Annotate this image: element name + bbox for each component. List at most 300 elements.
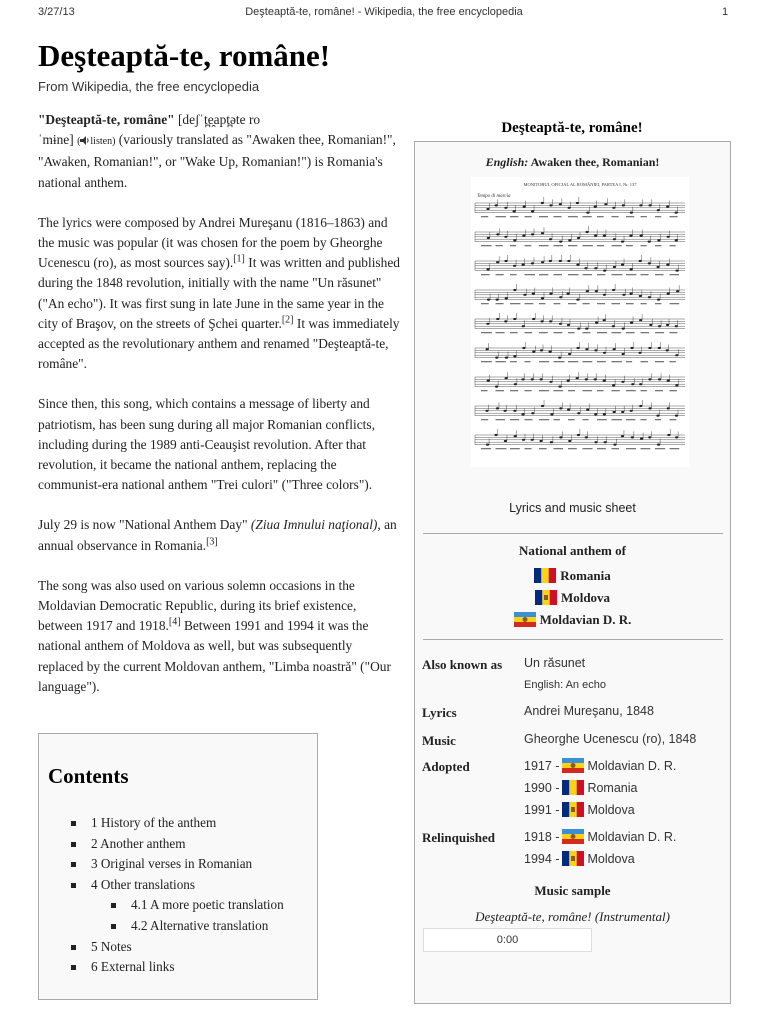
note bbox=[648, 436, 651, 438]
print-date: 3/27/13 bbox=[38, 6, 75, 18]
music-sample-heading: Music sample bbox=[534, 883, 611, 898]
lyric-mark bbox=[496, 303, 504, 304]
note bbox=[675, 354, 678, 356]
lyric-mark bbox=[655, 216, 661, 217]
music-label: Music bbox=[422, 733, 456, 748]
note bbox=[613, 348, 616, 350]
note bbox=[486, 268, 489, 270]
relinquished-country[interactable]: Moldavian D. R. bbox=[587, 830, 677, 844]
note bbox=[603, 270, 606, 272]
note bbox=[487, 237, 490, 239]
anthem-day-paragraph bbox=[38, 515, 400, 555]
note bbox=[495, 299, 498, 301]
anthem-name: "Deşteaptă-te, române" bbox=[38, 112, 175, 127]
moldavian-dr-flag-icon bbox=[562, 758, 584, 773]
note bbox=[585, 378, 588, 380]
lyric-mark bbox=[583, 303, 590, 304]
note bbox=[667, 407, 670, 409]
lyric-mark bbox=[597, 303, 605, 304]
adopted-year: 1990 - bbox=[524, 781, 560, 795]
moldova-flag-icon bbox=[562, 802, 584, 817]
moldova-flag-icon bbox=[562, 851, 584, 866]
lyric-mark bbox=[481, 390, 488, 391]
relinquished-row bbox=[524, 851, 635, 866]
lyric-mark bbox=[568, 361, 578, 362]
lyric-mark bbox=[641, 216, 647, 217]
lyric-mark bbox=[655, 448, 665, 449]
toc-item-another-anthem[interactable]: 2 Another anthem bbox=[71, 834, 284, 855]
lyric-mark bbox=[481, 419, 488, 420]
toc-item-other-translations[interactable]: 4 Other translations bbox=[71, 875, 284, 896]
note bbox=[621, 411, 624, 413]
lyric-mark bbox=[481, 303, 489, 304]
note bbox=[540, 378, 543, 380]
note bbox=[630, 347, 633, 349]
note bbox=[603, 352, 606, 354]
adopted-row bbox=[524, 802, 635, 817]
lyric-mark bbox=[626, 390, 636, 391]
toc-heading: Contents bbox=[48, 764, 129, 788]
ref-3[interactable]: [3] bbox=[206, 536, 218, 548]
lyric-mark bbox=[525, 361, 531, 362]
note bbox=[595, 322, 598, 324]
also-known-english: English: An echo bbox=[524, 679, 606, 691]
article-body bbox=[38, 110, 400, 717]
note bbox=[603, 380, 606, 382]
note bbox=[585, 328, 588, 330]
lyric-mark bbox=[655, 332, 664, 333]
lyric-mark bbox=[554, 274, 562, 275]
lyric-mark bbox=[539, 332, 548, 333]
note bbox=[622, 204, 625, 206]
note bbox=[675, 212, 678, 214]
lyric-mark bbox=[481, 274, 490, 275]
lyric-mark bbox=[554, 419, 560, 420]
lyric-mark bbox=[626, 419, 635, 420]
note bbox=[586, 212, 589, 214]
ref-1[interactable]: [1] bbox=[233, 253, 245, 265]
anthem-of-romania[interactable] bbox=[415, 568, 730, 584]
also-known-label: Also known as bbox=[422, 657, 503, 672]
lyric-mark bbox=[626, 448, 636, 449]
lyric-mark bbox=[583, 332, 591, 333]
note bbox=[658, 325, 661, 327]
note bbox=[540, 320, 543, 322]
note bbox=[667, 434, 670, 436]
lyric-mark bbox=[612, 419, 622, 420]
note bbox=[594, 267, 597, 269]
ref-2[interactable]: [2] bbox=[281, 314, 294, 326]
note bbox=[486, 348, 489, 350]
lyric-mark bbox=[568, 245, 577, 246]
note bbox=[657, 209, 660, 211]
note bbox=[658, 347, 661, 349]
note bbox=[549, 320, 552, 322]
note bbox=[558, 386, 561, 388]
anthem-day-italic: (Ziua Imnului naţional) bbox=[250, 517, 378, 533]
note bbox=[631, 436, 634, 438]
note bbox=[522, 347, 525, 349]
lyric-mark bbox=[481, 245, 491, 246]
note bbox=[656, 415, 659, 417]
anthem-of-heading: National anthem of bbox=[519, 543, 626, 558]
lyric-mark bbox=[554, 361, 565, 362]
note bbox=[622, 353, 625, 355]
note bbox=[594, 206, 597, 208]
lyric-mark bbox=[670, 361, 676, 362]
lyric-mark bbox=[612, 390, 620, 391]
note bbox=[638, 352, 641, 354]
lyric-mark bbox=[510, 332, 518, 333]
lyric-mark bbox=[597, 448, 606, 449]
lyric-mark bbox=[554, 245, 563, 246]
lyric-mark bbox=[583, 448, 593, 449]
note bbox=[648, 378, 651, 380]
note bbox=[613, 238, 616, 240]
lyric-mark bbox=[539, 303, 545, 304]
lyric-mark bbox=[626, 332, 635, 333]
moldova-paragraph bbox=[38, 576, 400, 697]
note bbox=[559, 203, 562, 205]
lyric-mark bbox=[496, 216, 506, 217]
sheet-header-text: MONITORUL OFICIAL AL ROMÂNIEI, PARTEA I, Nr. 137 bbox=[523, 182, 637, 187]
lyric-mark bbox=[510, 216, 518, 217]
note bbox=[567, 293, 570, 295]
lyric-mark bbox=[539, 274, 548, 275]
note bbox=[630, 410, 633, 412]
lyric-mark bbox=[568, 332, 575, 333]
note bbox=[675, 415, 678, 417]
note bbox=[622, 328, 625, 330]
lyric-mark bbox=[481, 361, 492, 362]
note bbox=[503, 410, 506, 412]
lyric-mark bbox=[641, 390, 647, 391]
note bbox=[630, 268, 633, 270]
note bbox=[640, 235, 643, 237]
lyric-mark bbox=[670, 216, 678, 217]
moldova-flag-icon bbox=[535, 590, 557, 605]
note bbox=[513, 239, 516, 241]
adopted-year: 1917 - bbox=[524, 759, 560, 773]
relinquished-year: 1918 - bbox=[524, 830, 560, 844]
note bbox=[514, 383, 517, 385]
lyric-mark bbox=[554, 216, 562, 217]
toc-item-poetic-translation[interactable]: 4.1 A more poetic translation bbox=[71, 895, 284, 916]
lyric-mark bbox=[481, 448, 491, 449]
note bbox=[513, 265, 516, 267]
lyric-mark bbox=[597, 274, 605, 275]
note bbox=[541, 261, 544, 263]
note bbox=[549, 238, 552, 240]
note bbox=[675, 436, 678, 438]
note bbox=[603, 235, 606, 237]
lyric-mark bbox=[539, 448, 547, 449]
table-of-contents bbox=[38, 733, 318, 1000]
separator bbox=[423, 639, 723, 640]
intro-paragraph: "Deşteaptă-te, române" [deʃˈt̪e̯apt̪əte ro ˈmɨne] ( listen) (variously translated as "Awaken thee, Romanian!", "Awaken, Romanian!", or "Wake Up, Romanian!") is Romania's national anthem. bbox=[38, 112, 396, 190]
lyric-mark bbox=[496, 245, 503, 246]
note bbox=[494, 434, 497, 436]
note bbox=[603, 294, 606, 296]
lyric-mark bbox=[525, 448, 532, 449]
note bbox=[630, 212, 633, 214]
note bbox=[577, 434, 580, 436]
note bbox=[495, 357, 498, 359]
adopted-label: Adopted bbox=[422, 759, 470, 774]
lyric-mark bbox=[597, 361, 606, 362]
lyric-mark bbox=[568, 274, 579, 275]
note bbox=[523, 206, 526, 208]
note bbox=[639, 204, 642, 206]
note bbox=[559, 436, 562, 438]
note bbox=[584, 267, 587, 269]
note bbox=[648, 407, 651, 409]
note bbox=[521, 413, 524, 415]
toc-item-external-links[interactable]: 6 External links bbox=[71, 957, 284, 978]
note bbox=[604, 203, 607, 205]
note bbox=[631, 383, 634, 385]
note bbox=[613, 444, 616, 446]
english-value: Awaken thee, Romanian! bbox=[530, 155, 660, 169]
adopted-row bbox=[524, 758, 676, 773]
note bbox=[496, 318, 499, 320]
note bbox=[505, 377, 508, 379]
lyric-mark bbox=[583, 390, 593, 391]
adopted-row bbox=[524, 780, 637, 795]
lyric-mark bbox=[525, 332, 533, 333]
lyric-mark bbox=[525, 245, 532, 246]
note bbox=[504, 236, 507, 238]
note bbox=[486, 444, 489, 446]
lyric-mark bbox=[641, 274, 649, 275]
note bbox=[576, 347, 579, 349]
lyric-mark bbox=[510, 245, 516, 246]
lyric-mark bbox=[510, 274, 517, 275]
note bbox=[559, 323, 562, 325]
lyric-mark bbox=[568, 216, 578, 217]
note bbox=[541, 232, 544, 234]
lyric-mark bbox=[525, 274, 535, 275]
lyrics-value[interactable]: Andrei Mureşanu, 1848 bbox=[524, 704, 654, 718]
ipa-pronunciation-2[interactable]: ˈmɨne] bbox=[38, 132, 74, 148]
note bbox=[666, 324, 669, 326]
note bbox=[567, 324, 570, 326]
note bbox=[567, 409, 570, 411]
note bbox=[558, 357, 561, 359]
music-value[interactable]: Gheorghe Ucenescu (ro), 1848 bbox=[524, 732, 697, 746]
lyric-mark bbox=[554, 448, 564, 449]
note bbox=[549, 204, 552, 206]
anthem-of-moldavian-dr[interactable] bbox=[415, 612, 730, 628]
adopted-year: 1991 - bbox=[524, 803, 560, 817]
lyric-mark bbox=[510, 303, 520, 304]
note bbox=[531, 210, 534, 212]
note bbox=[577, 237, 580, 239]
sheet-tempo-text: Tempo di marcia bbox=[477, 194, 511, 199]
lyric-mark bbox=[510, 361, 517, 362]
adopted-country[interactable]: Romania bbox=[587, 781, 638, 795]
sheet-caption: Lyrics and music sheet bbox=[509, 501, 636, 515]
note bbox=[639, 383, 642, 385]
lyric-mark bbox=[641, 245, 647, 246]
note bbox=[648, 241, 651, 243]
relinquished-country[interactable]: Moldova bbox=[587, 852, 635, 866]
lyric-mark bbox=[525, 419, 533, 420]
note bbox=[568, 353, 571, 355]
romania-flag-icon bbox=[534, 568, 556, 583]
lyric-mark bbox=[670, 419, 677, 420]
lyric-mark bbox=[481, 216, 488, 217]
music-sample-name[interactable]: Deşteaptă-te, române! (Instrumental) bbox=[475, 909, 670, 924]
lyric-mark bbox=[496, 361, 506, 362]
note bbox=[576, 299, 579, 301]
lyric-mark bbox=[539, 216, 548, 217]
note bbox=[531, 412, 534, 414]
infobox bbox=[414, 141, 731, 1004]
lyric-mark bbox=[496, 274, 504, 275]
note bbox=[504, 440, 507, 442]
listen-link[interactable]: listen bbox=[90, 136, 113, 148]
lyric-mark bbox=[539, 361, 549, 362]
lyric-mark bbox=[539, 390, 549, 391]
note bbox=[639, 295, 642, 297]
relinquished-year: 1994 - bbox=[524, 852, 560, 866]
toc-item-alternative-translation[interactable]: 4.2 Alternative translation bbox=[71, 916, 284, 937]
lyric-mark bbox=[612, 361, 623, 362]
note bbox=[640, 438, 643, 440]
lyric-mark bbox=[568, 448, 577, 449]
note bbox=[559, 407, 562, 409]
moldavian-dr-flag-icon bbox=[514, 612, 536, 627]
speaker-icon[interactable] bbox=[80, 136, 90, 145]
note bbox=[667, 380, 670, 382]
note bbox=[612, 384, 615, 386]
note bbox=[586, 290, 589, 292]
note bbox=[568, 440, 571, 442]
relinquished-label: Relinquished bbox=[422, 830, 495, 845]
note bbox=[567, 380, 570, 382]
page-subtitle: From Wikipedia, the free encyclopedia bbox=[38, 79, 260, 94]
note bbox=[621, 381, 624, 383]
note bbox=[621, 241, 624, 243]
note bbox=[496, 233, 499, 235]
infobox-title: Deşteaptă-te, române! bbox=[501, 120, 643, 136]
audio-player[interactable] bbox=[423, 928, 592, 952]
lyric-mark bbox=[554, 390, 563, 391]
anthem-of-romania-label[interactable]: Romania bbox=[560, 568, 611, 583]
intro-text: (variously translated as "Awaken thee, Romanian!", "Awaken, Romanian!", or "Wake Up, Romanian!") is Romania's national anthem. bbox=[38, 132, 396, 190]
note bbox=[675, 239, 678, 241]
note bbox=[603, 319, 606, 321]
lyric-mark bbox=[670, 245, 676, 246]
toc-item-notes[interactable]: 5 Notes bbox=[71, 937, 284, 958]
anthem-of-moldova[interactable] bbox=[415, 590, 730, 606]
note bbox=[513, 355, 516, 357]
toc-item-history[interactable]: 1 History of the anthem bbox=[71, 813, 284, 834]
note bbox=[541, 202, 544, 204]
note bbox=[486, 323, 489, 325]
note bbox=[586, 409, 589, 411]
note bbox=[487, 299, 490, 301]
music-sheet-image[interactable] bbox=[471, 177, 689, 467]
lyric-mark bbox=[670, 303, 680, 304]
toc-item-original-verses[interactable]: 3 Original verses in Romanian bbox=[71, 854, 284, 875]
note bbox=[549, 351, 552, 353]
note bbox=[541, 405, 544, 407]
note bbox=[531, 378, 534, 380]
lyric-mark bbox=[641, 332, 650, 333]
note bbox=[559, 260, 562, 262]
lyric-mark bbox=[539, 245, 549, 246]
note bbox=[550, 413, 553, 415]
lyric-mark bbox=[496, 448, 507, 449]
note bbox=[540, 349, 543, 351]
lyric-mark bbox=[597, 390, 604, 391]
note bbox=[594, 441, 597, 443]
lyric-mark bbox=[510, 419, 519, 420]
ipa-pronunciation[interactable]: [deʃˈt̪e̯apt̪əte ro bbox=[177, 112, 261, 127]
lyric-mark bbox=[525, 216, 532, 217]
note bbox=[622, 294, 625, 296]
note bbox=[676, 290, 679, 292]
page-title: Deşteaptă-te, române! bbox=[38, 38, 331, 73]
lyric-mark bbox=[626, 245, 633, 246]
note bbox=[667, 236, 670, 238]
english-label: English: bbox=[485, 155, 529, 169]
lyric-mark bbox=[612, 448, 619, 449]
moldavian-dr-flag-icon bbox=[562, 829, 584, 844]
note bbox=[496, 407, 499, 409]
lyric-mark bbox=[525, 303, 534, 304]
lyric-mark bbox=[496, 390, 504, 391]
lyric-mark bbox=[597, 245, 604, 246]
adopted-country[interactable]: Moldavian D. R. bbox=[587, 759, 677, 773]
history-text-a: The lyrics were composed by Andrei Mureşanu (1816–1863) and the music was popular (it was chosen for the poem by Gheorghe Ucenescu (ro), as most sources say). bbox=[38, 214, 388, 271]
lyric-mark bbox=[583, 216, 592, 217]
anthem-of-moldova-label[interactable]: Moldova bbox=[560, 590, 611, 605]
note bbox=[675, 270, 678, 272]
lyric-mark bbox=[641, 448, 651, 449]
note bbox=[522, 235, 525, 237]
lyric-mark bbox=[655, 274, 663, 275]
note bbox=[648, 262, 651, 264]
lyric-mark bbox=[525, 390, 532, 391]
note bbox=[568, 207, 571, 209]
note bbox=[604, 441, 607, 443]
lyric-mark bbox=[655, 390, 663, 391]
note bbox=[649, 324, 652, 326]
lyric-mark bbox=[554, 332, 563, 333]
note bbox=[639, 260, 642, 262]
note bbox=[612, 289, 615, 291]
note bbox=[522, 264, 525, 266]
note bbox=[487, 380, 490, 382]
note bbox=[577, 328, 580, 330]
ref-4[interactable]: [4] bbox=[168, 616, 181, 628]
lyric-mark bbox=[612, 274, 623, 275]
note bbox=[576, 202, 579, 204]
anthem-of-moldavian-dr-label[interactable]: Moldavian D. R. bbox=[539, 612, 632, 627]
note bbox=[549, 260, 552, 262]
note bbox=[495, 204, 498, 206]
adopted-country[interactable]: Moldova bbox=[587, 803, 635, 817]
lyric-mark bbox=[641, 361, 649, 362]
lyric-mark bbox=[670, 274, 680, 275]
note bbox=[567, 260, 570, 262]
note bbox=[585, 436, 588, 438]
note bbox=[675, 384, 678, 386]
lyric-mark bbox=[554, 303, 561, 304]
